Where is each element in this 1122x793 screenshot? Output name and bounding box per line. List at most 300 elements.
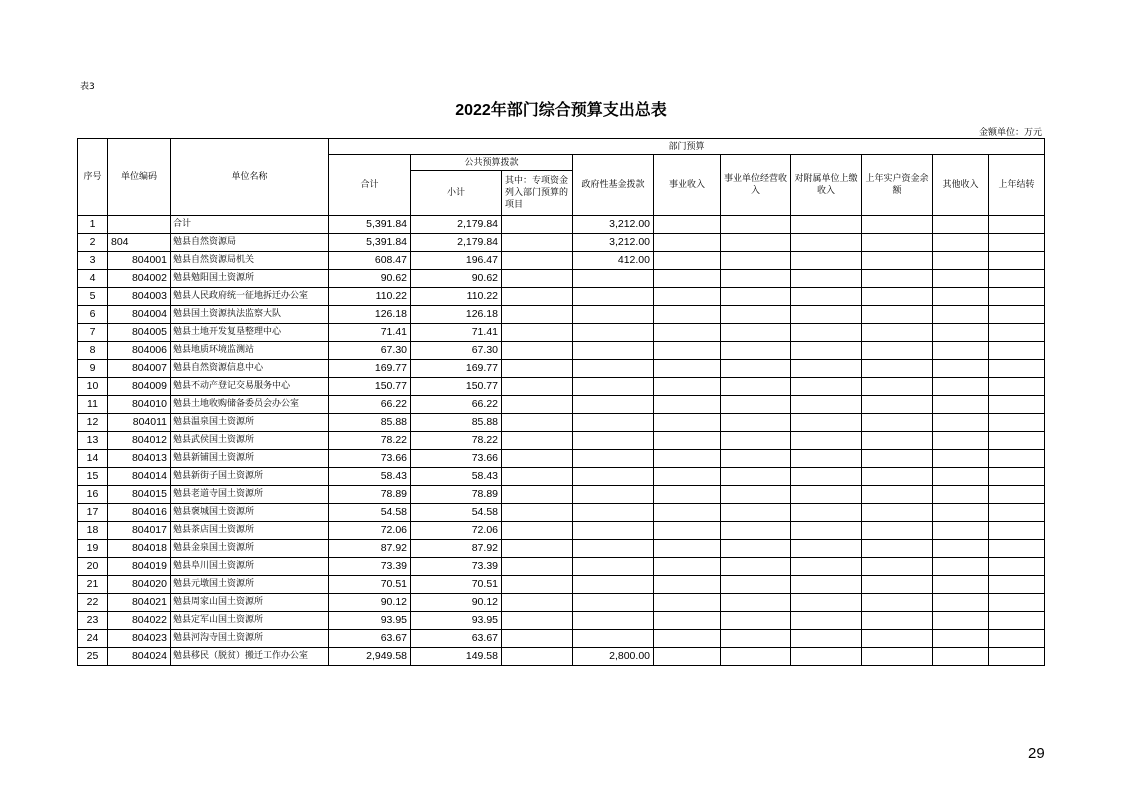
row-code: 804014 [108, 468, 171, 486]
row-other [933, 558, 989, 576]
row-business [654, 234, 721, 252]
table-row [78, 630, 1045, 648]
header-gov-fund: 政府性基金拨款 [573, 155, 654, 216]
row-carryover [989, 558, 1045, 576]
table-row [78, 234, 1045, 252]
row-other [933, 594, 989, 612]
row-subsidiary [791, 270, 862, 288]
row-special [502, 504, 573, 522]
row-business [654, 378, 721, 396]
row-carryover [989, 234, 1045, 252]
row-other [933, 270, 989, 288]
row-seq: 2 [78, 234, 108, 252]
table-row [78, 486, 1045, 504]
row-other [933, 324, 989, 342]
row-special [502, 576, 573, 594]
row-other [933, 612, 989, 630]
row-special [502, 630, 573, 648]
row-special [502, 360, 573, 378]
row-subsidiary [791, 576, 862, 594]
row-seq: 15 [78, 468, 108, 486]
row-operating [721, 360, 791, 378]
row-total: 2,949.58 [329, 648, 411, 666]
row-seq: 24 [78, 630, 108, 648]
row-operating [721, 342, 791, 360]
row-subtotal: 90.12 [411, 594, 502, 612]
row-gov-fund [573, 558, 654, 576]
row-other [933, 252, 989, 270]
row-gov-fund: 3,212.00 [573, 234, 654, 252]
row-operating [721, 306, 791, 324]
row-seq: 19 [78, 540, 108, 558]
row-subtotal: 90.62 [411, 270, 502, 288]
row-name: 勉县国土资源执法监察大队 [171, 306, 329, 324]
amount-unit: 金额单位：万元 [978, 128, 1042, 138]
row-name: 勉县自然资源局机关 [171, 252, 329, 270]
row-last-balance [862, 468, 933, 486]
row-name: 勉县温泉国土资源所 [171, 414, 329, 432]
row-total: 169.77 [329, 360, 411, 378]
row-code: 804021 [108, 594, 171, 612]
row-other [933, 522, 989, 540]
row-total: 66.22 [329, 396, 411, 414]
row-carryover [989, 450, 1045, 468]
row-subtotal: 73.66 [411, 450, 502, 468]
header-seq: 序号 [78, 139, 108, 216]
header-code: 单位编码 [108, 139, 171, 216]
row-gov-fund [573, 486, 654, 504]
row-total: 87.92 [329, 540, 411, 558]
table-row [78, 648, 1045, 666]
row-gov-fund [573, 306, 654, 324]
row-special [502, 612, 573, 630]
row-gov-fund [573, 522, 654, 540]
row-gov-fund [573, 468, 654, 486]
table-row [78, 270, 1045, 288]
row-last-balance [862, 288, 933, 306]
header-public: 公共预算拨款 [411, 155, 573, 171]
row-seq: 8 [78, 342, 108, 360]
row-total: 90.62 [329, 270, 411, 288]
row-carryover [989, 378, 1045, 396]
row-total: 70.51 [329, 576, 411, 594]
row-special [502, 234, 573, 252]
row-operating [721, 432, 791, 450]
row-carryover [989, 396, 1045, 414]
row-special [502, 270, 573, 288]
row-operating [721, 648, 791, 666]
row-other [933, 342, 989, 360]
row-other [933, 306, 989, 324]
row-last-balance [862, 396, 933, 414]
row-gov-fund [573, 576, 654, 594]
row-seq: 14 [78, 450, 108, 468]
row-gov-fund [573, 378, 654, 396]
row-seq: 1 [78, 216, 108, 234]
row-total: 71.41 [329, 324, 411, 342]
row-operating [721, 378, 791, 396]
row-gov-fund [573, 630, 654, 648]
row-gov-fund [573, 612, 654, 630]
row-total: 5,391.84 [329, 216, 411, 234]
row-name: 勉县新铺国土资源所 [171, 450, 329, 468]
row-business [654, 540, 721, 558]
row-special [502, 288, 573, 306]
row-code [108, 216, 171, 234]
row-seq: 23 [78, 612, 108, 630]
row-code: 804019 [108, 558, 171, 576]
row-special [502, 468, 573, 486]
row-code: 804013 [108, 450, 171, 468]
row-total: 63.67 [329, 630, 411, 648]
row-special [502, 252, 573, 270]
row-other [933, 540, 989, 558]
table-row [78, 324, 1045, 342]
row-special [502, 522, 573, 540]
row-total: 78.22 [329, 432, 411, 450]
row-operating [721, 450, 791, 468]
row-subtotal: 87.92 [411, 540, 502, 558]
row-total: 73.39 [329, 558, 411, 576]
row-special [502, 648, 573, 666]
row-business [654, 576, 721, 594]
row-name: 勉县河沟寺国土资源所 [171, 630, 329, 648]
table-row [78, 576, 1045, 594]
header-carryover: 上年结转 [989, 155, 1045, 216]
row-subsidiary [791, 630, 862, 648]
row-subsidiary [791, 234, 862, 252]
header-subsidiary: 对附属单位上缴收入 [791, 155, 862, 216]
row-subtotal: 67.30 [411, 342, 502, 360]
row-business [654, 360, 721, 378]
row-total: 67.30 [329, 342, 411, 360]
row-subtotal: 2,179.84 [411, 234, 502, 252]
row-operating [721, 504, 791, 522]
row-gov-fund [573, 360, 654, 378]
table-row [78, 414, 1045, 432]
row-other [933, 504, 989, 522]
row-business [654, 270, 721, 288]
row-gov-fund [573, 450, 654, 468]
row-last-balance [862, 576, 933, 594]
row-operating [721, 288, 791, 306]
row-seq: 7 [78, 324, 108, 342]
row-gov-fund [573, 270, 654, 288]
table-row [78, 612, 1045, 630]
row-subsidiary [791, 342, 862, 360]
row-subtotal: 149.58 [411, 648, 502, 666]
row-name: 勉县老道寺国土资源所 [171, 486, 329, 504]
row-gov-fund: 412.00 [573, 252, 654, 270]
row-code: 804002 [108, 270, 171, 288]
row-other [933, 414, 989, 432]
row-operating [721, 594, 791, 612]
row-total: 5,391.84 [329, 234, 411, 252]
row-last-balance [862, 486, 933, 504]
row-name: 勉县土地开发复垦整理中心 [171, 324, 329, 342]
row-name: 勉县移民（脱贫）搬迁工作办公室 [171, 648, 329, 666]
row-carryover [989, 288, 1045, 306]
row-operating [721, 630, 791, 648]
row-seq: 16 [78, 486, 108, 504]
header-total: 合计 [329, 155, 411, 216]
row-gov-fund [573, 414, 654, 432]
row-subtotal: 78.22 [411, 432, 502, 450]
table-header [78, 139, 1045, 216]
row-last-balance [862, 594, 933, 612]
header-name: 单位名称 [171, 139, 329, 216]
row-other [933, 234, 989, 252]
row-business [654, 252, 721, 270]
row-total: 93.95 [329, 612, 411, 630]
row-seq: 21 [78, 576, 108, 594]
row-subtotal: 2,179.84 [411, 216, 502, 234]
row-operating [721, 612, 791, 630]
row-subsidiary [791, 522, 862, 540]
row-subtotal: 70.51 [411, 576, 502, 594]
row-other [933, 216, 989, 234]
row-operating [721, 324, 791, 342]
row-code: 804017 [108, 522, 171, 540]
row-code: 804022 [108, 612, 171, 630]
row-last-balance [862, 450, 933, 468]
row-business [654, 342, 721, 360]
row-last-balance [862, 558, 933, 576]
row-business [654, 216, 721, 234]
row-special [502, 216, 573, 234]
row-special [502, 342, 573, 360]
table-row [78, 306, 1045, 324]
row-name: 勉县不动产登记交易服务中心 [171, 378, 329, 396]
row-last-balance [862, 306, 933, 324]
row-business [654, 612, 721, 630]
row-name: 勉县土地收购储备委员会办公室 [171, 396, 329, 414]
row-code: 804011 [108, 414, 171, 432]
row-special [502, 414, 573, 432]
row-name: 勉县褒城国土资源所 [171, 504, 329, 522]
row-seq: 18 [78, 522, 108, 540]
row-subtotal: 169.77 [411, 360, 502, 378]
row-subsidiary [791, 306, 862, 324]
row-name: 勉县武侯国土资源所 [171, 432, 329, 450]
table-row [78, 468, 1045, 486]
row-last-balance [862, 234, 933, 252]
row-last-balance [862, 414, 933, 432]
row-name: 勉县人民政府统一征地拆迁办公室 [171, 288, 329, 306]
row-code: 804024 [108, 648, 171, 666]
row-subtotal: 126.18 [411, 306, 502, 324]
row-special [502, 540, 573, 558]
row-business [654, 450, 721, 468]
row-code: 804012 [108, 432, 171, 450]
row-subsidiary [791, 378, 862, 396]
row-last-balance [862, 216, 933, 234]
row-seq: 22 [78, 594, 108, 612]
row-special [502, 594, 573, 612]
row-business [654, 486, 721, 504]
row-total: 72.06 [329, 522, 411, 540]
table-row [78, 342, 1045, 360]
row-total: 110.22 [329, 288, 411, 306]
row-last-balance [862, 378, 933, 396]
table-row [78, 540, 1045, 558]
row-total: 126.18 [329, 306, 411, 324]
row-subsidiary [791, 594, 862, 612]
header-business: 事业收入 [654, 155, 721, 216]
row-special [502, 486, 573, 504]
row-name: 勉县新街子国土资源所 [171, 468, 329, 486]
row-code: 804010 [108, 396, 171, 414]
row-special [502, 396, 573, 414]
row-subtotal: 54.58 [411, 504, 502, 522]
row-seq: 13 [78, 432, 108, 450]
row-last-balance [862, 504, 933, 522]
row-last-balance [862, 612, 933, 630]
row-seq: 11 [78, 396, 108, 414]
table-row [78, 594, 1045, 612]
page-number: 29 [1028, 745, 1045, 762]
row-subtotal: 196.47 [411, 252, 502, 270]
row-subsidiary [791, 648, 862, 666]
row-operating [721, 540, 791, 558]
row-seq: 10 [78, 378, 108, 396]
row-name: 勉县元墩国土资源所 [171, 576, 329, 594]
row-subtotal: 93.95 [411, 612, 502, 630]
row-code: 804003 [108, 288, 171, 306]
table-body [78, 216, 1045, 666]
row-last-balance [862, 432, 933, 450]
row-carryover [989, 612, 1045, 630]
header-last-balance: 上年实户资金余额 [862, 155, 933, 216]
row-business [654, 414, 721, 432]
header-other: 其他收入 [933, 155, 989, 216]
row-name: 勉县周家山国土资源所 [171, 594, 329, 612]
row-last-balance [862, 324, 933, 342]
table-row [78, 558, 1045, 576]
row-business [654, 288, 721, 306]
row-subsidiary [791, 324, 862, 342]
row-other [933, 630, 989, 648]
row-carryover [989, 324, 1045, 342]
row-last-balance [862, 522, 933, 540]
row-subsidiary [791, 450, 862, 468]
table-row [78, 432, 1045, 450]
header-subtotal: 小计 [411, 171, 502, 216]
row-carryover [989, 270, 1045, 288]
row-other [933, 486, 989, 504]
row-carryover [989, 504, 1045, 522]
row-gov-fund [573, 594, 654, 612]
row-last-balance [862, 360, 933, 378]
row-carryover [989, 432, 1045, 450]
row-carryover [989, 414, 1045, 432]
table-row [78, 396, 1045, 414]
row-carryover [989, 216, 1045, 234]
row-last-balance [862, 270, 933, 288]
table-row [78, 360, 1045, 378]
row-business [654, 522, 721, 540]
row-other [933, 450, 989, 468]
row-subsidiary [791, 252, 862, 270]
row-other [933, 360, 989, 378]
row-special [502, 324, 573, 342]
row-name: 勉县地质环境监测站 [171, 342, 329, 360]
row-subtotal: 63.67 [411, 630, 502, 648]
row-last-balance [862, 648, 933, 666]
row-carryover [989, 486, 1045, 504]
row-gov-fund: 2,800.00 [573, 648, 654, 666]
row-other [933, 378, 989, 396]
row-operating [721, 234, 791, 252]
row-code: 804001 [108, 252, 171, 270]
row-seq: 17 [78, 504, 108, 522]
row-business [654, 504, 721, 522]
row-operating [721, 216, 791, 234]
row-code: 804 [108, 234, 171, 252]
row-code: 804009 [108, 378, 171, 396]
row-gov-fund [573, 504, 654, 522]
row-subsidiary [791, 414, 862, 432]
row-gov-fund: 3,212.00 [573, 216, 654, 234]
row-code: 804020 [108, 576, 171, 594]
row-total: 90.12 [329, 594, 411, 612]
row-subtotal: 71.41 [411, 324, 502, 342]
row-other [933, 396, 989, 414]
row-total: 85.88 [329, 414, 411, 432]
row-gov-fund [573, 288, 654, 306]
row-code: 804016 [108, 504, 171, 522]
table-tag: 表3 [80, 82, 95, 92]
row-total: 54.58 [329, 504, 411, 522]
row-seq: 5 [78, 288, 108, 306]
table-row [78, 378, 1045, 396]
row-subsidiary [791, 288, 862, 306]
row-business [654, 396, 721, 414]
header-dept-budget: 部门预算 [329, 139, 1045, 155]
row-business [654, 324, 721, 342]
row-name: 勉县茶店国土资源所 [171, 522, 329, 540]
row-seq: 20 [78, 558, 108, 576]
row-subtotal: 66.22 [411, 396, 502, 414]
table-row [78, 504, 1045, 522]
table-row [78, 522, 1045, 540]
row-other [933, 288, 989, 306]
table-row [78, 252, 1045, 270]
row-carryover [989, 630, 1045, 648]
row-operating [721, 270, 791, 288]
row-other [933, 468, 989, 486]
row-code: 804007 [108, 360, 171, 378]
row-operating [721, 396, 791, 414]
row-carryover [989, 252, 1045, 270]
row-special [502, 378, 573, 396]
row-subtotal: 72.06 [411, 522, 502, 540]
row-name: 勉县金泉国土资源所 [171, 540, 329, 558]
row-business [654, 648, 721, 666]
row-carryover [989, 540, 1045, 558]
row-gov-fund [573, 540, 654, 558]
row-business [654, 558, 721, 576]
row-subtotal: 85.88 [411, 414, 502, 432]
row-subtotal: 78.89 [411, 486, 502, 504]
header-special: 其中：专项资金列入部门预算的项目 [502, 171, 573, 216]
budget-table [77, 138, 1045, 666]
row-operating [721, 414, 791, 432]
row-gov-fund [573, 324, 654, 342]
row-operating [721, 468, 791, 486]
row-last-balance [862, 540, 933, 558]
row-total: 73.66 [329, 450, 411, 468]
